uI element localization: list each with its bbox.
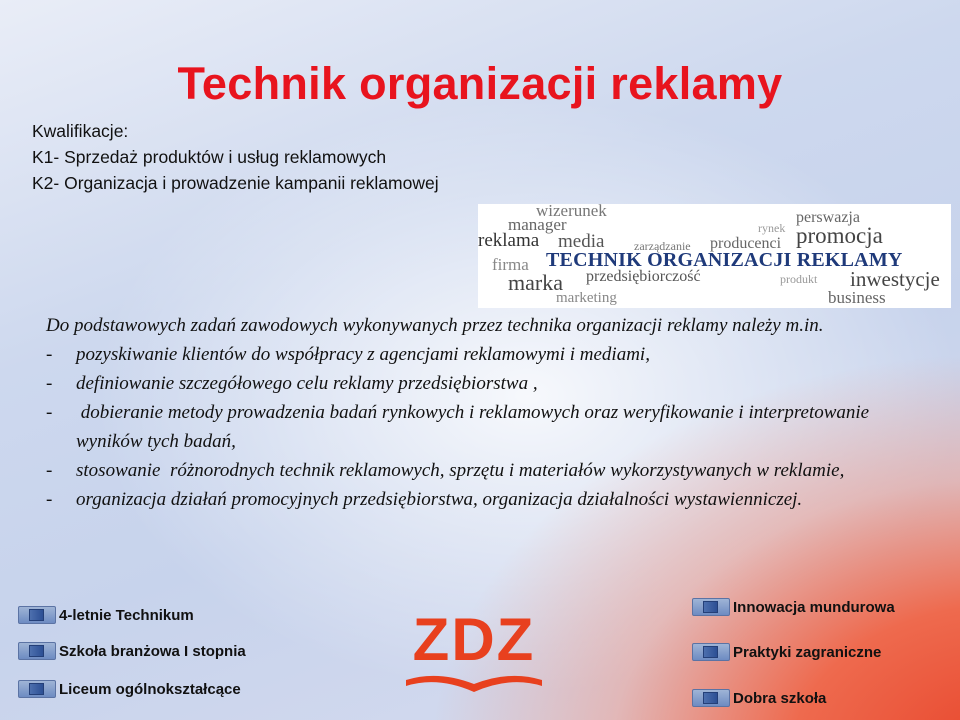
duty-item <box>46 340 926 369</box>
qualification-k1: K1- Sprzedaż produktów i usług reklamowych <box>32 147 387 167</box>
arrow-button-icon[interactable] <box>692 689 730 707</box>
nav-button-label[interactable]: Praktyki zagraniczne <box>733 643 882 661</box>
word-cloud-word: przedsiębiorczość <box>586 268 701 285</box>
word-cloud-word: producenci <box>710 235 782 252</box>
duty-item <box>46 485 926 514</box>
duty-text: stosowanie różnorodnych technik reklamowych, sprzętu i materiałów wykorzystywanych w reklamie, <box>76 460 845 481</box>
duty-item <box>46 369 926 398</box>
list-dash: - <box>46 460 53 481</box>
word-cloud-word: zarządzanie <box>634 239 691 253</box>
nav-button-praktyki-zagraniczne[interactable] <box>692 643 881 661</box>
duty-text: definiowanie szczegółowego celu reklamy przedsiębiorstwa , <box>76 373 538 394</box>
duty-text: pozyskiwanie klientów do współpracy z agencjami reklamowymi i mediami, <box>76 344 650 365</box>
nav-button-label[interactable]: Innowacja mundurowa <box>733 598 895 616</box>
nav-button-liceum[interactable] <box>18 680 241 698</box>
arrow-button-icon[interactable] <box>18 642 56 660</box>
word-cloud-word: wizerunek <box>536 204 607 220</box>
page-title: Technik organizacji reklamy <box>177 58 783 109</box>
list-dash: - <box>46 344 53 365</box>
duty-item <box>46 398 926 456</box>
list-dash: - <box>46 402 53 423</box>
word-cloud-image <box>478 204 951 308</box>
word-cloud-word: firma <box>492 255 529 274</box>
arrow-button-icon[interactable] <box>692 643 730 661</box>
qualifications-heading: Kwalifikacje: <box>32 121 129 141</box>
word-cloud-word: rynek <box>758 221 786 235</box>
list-dash: - <box>46 489 53 510</box>
zdz-logo <box>398 604 550 700</box>
duties-list <box>46 340 926 514</box>
duty-item <box>46 456 926 485</box>
arrow-button-icon[interactable] <box>18 680 56 698</box>
duty-text: organizacja działań promocyjnych przedsiębiorstwa, organizacja działalności wystawienniczej. <box>76 489 803 510</box>
duties-section <box>46 311 926 514</box>
word-cloud-word: promocja <box>796 223 883 248</box>
duties-intro: Do podstawowych zadań zawodowych wykonywanych przez technika organizacji reklamy należy m.in. <box>46 315 824 336</box>
word-cloud-word: inwestycje <box>850 267 940 291</box>
nav-button-label[interactable]: Dobra szkoła <box>733 689 827 707</box>
arrow-button-icon[interactable] <box>692 598 730 616</box>
zdz-logo-text: ZDZ <box>412 606 536 673</box>
word-cloud-word: marketing <box>556 290 617 306</box>
nav-button-innowacja-mundurowa[interactable] <box>692 598 895 616</box>
arrow-button-icon[interactable] <box>18 606 56 624</box>
list-dash: - <box>46 373 53 394</box>
nav-button-szkola-branzowa[interactable] <box>18 642 246 660</box>
word-cloud-word: reklama <box>478 230 540 251</box>
word-cloud-word: produkt <box>780 272 818 286</box>
word-cloud-word: marka <box>508 270 563 295</box>
duty-text: dobieranie metody prowadzenia badań rynkowych i reklamowych oraz weryfikowanie i interpretowanie wyników tych badań, <box>76 402 874 452</box>
word-cloud-word: perswazja <box>796 209 860 226</box>
nav-button-dobra-szkola[interactable] <box>692 689 826 707</box>
word-cloud-word: business <box>828 288 886 307</box>
word-cloud-word: manager <box>508 215 567 234</box>
nav-button-label[interactable]: 4-letnie Technikum <box>59 606 194 624</box>
word-cloud-word: media <box>558 231 605 252</box>
word-cloud-word: TECHNIK ORGANIZACJI REKLAMY <box>546 249 903 271</box>
qualifications <box>32 118 439 196</box>
nav-button-label[interactable]: Szkoła branżowa I stopnia <box>59 642 246 660</box>
qualification-k2: K2- Organizacja i prowadzenie kampanii reklamowej <box>32 173 439 193</box>
nav-button-technikum[interactable] <box>18 606 194 624</box>
nav-button-label[interactable]: Liceum ogólnokształcące <box>59 680 241 698</box>
book-icon <box>406 676 542 692</box>
